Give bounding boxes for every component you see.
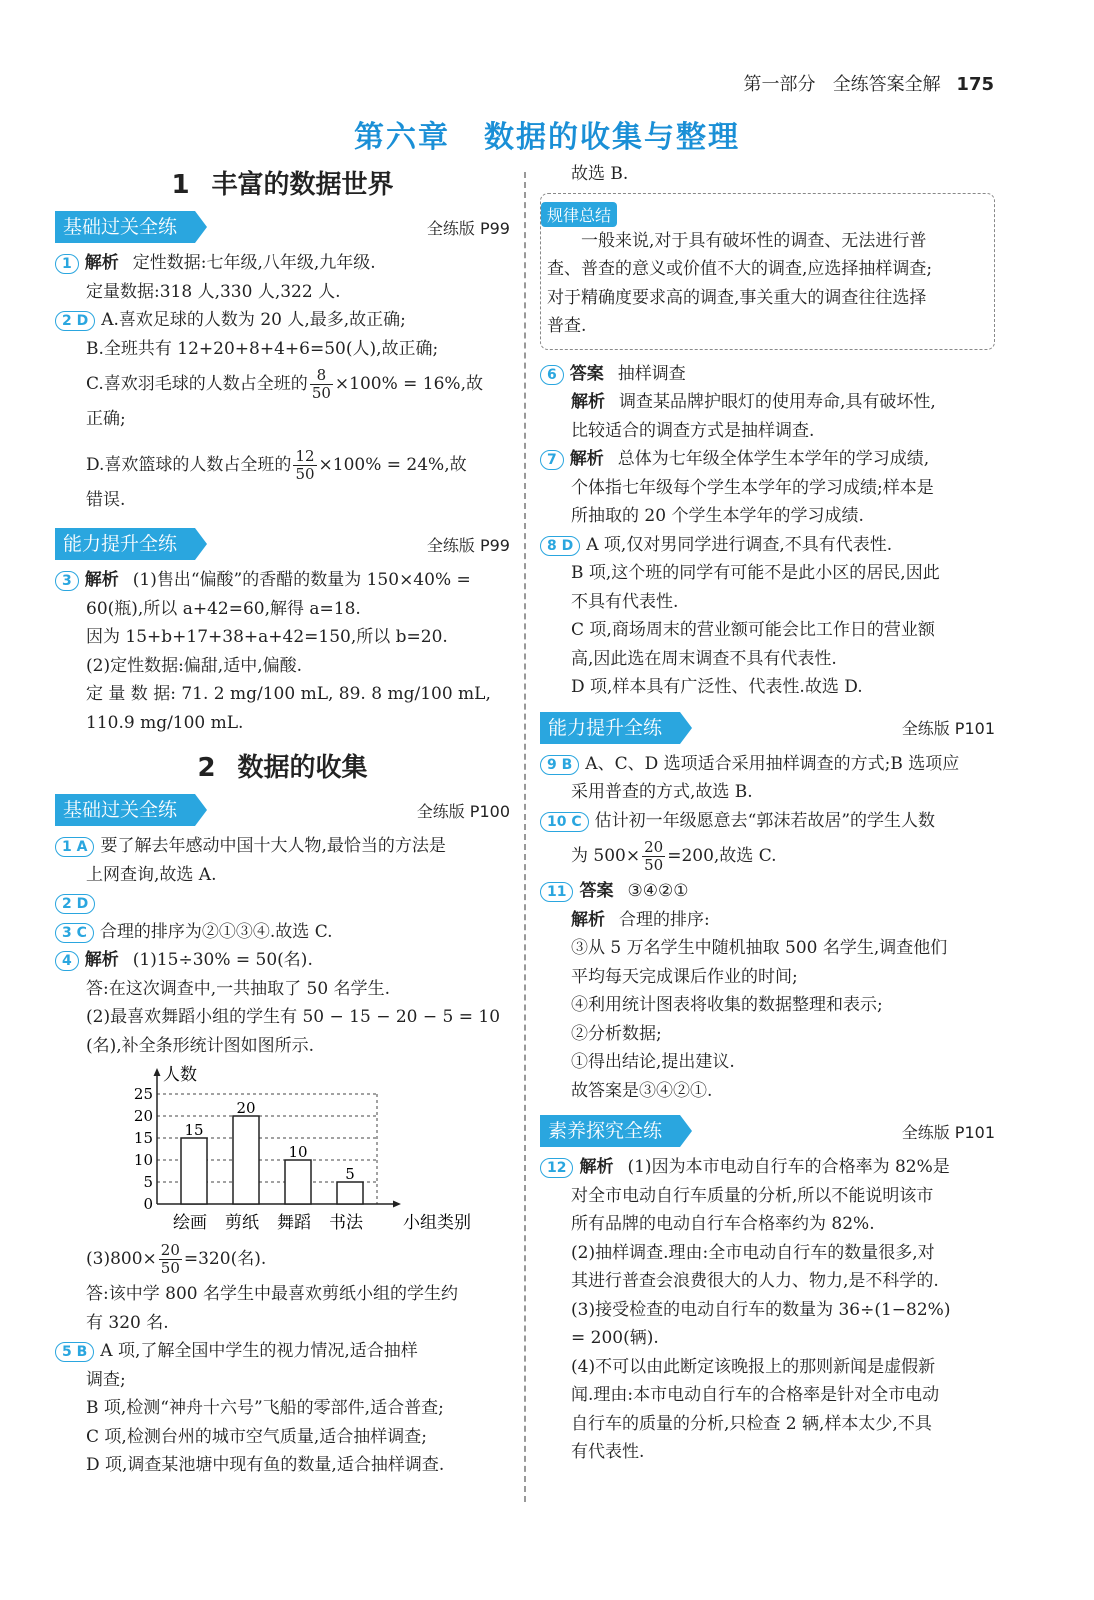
column-divider xyxy=(524,172,526,1502)
question-number: 12 xyxy=(540,1158,573,1178)
bar-value-label: 20 xyxy=(236,1099,256,1117)
question-number: 7 xyxy=(540,450,564,470)
answer-line: 答:在这次调查中,一共抽取了 50 名学生. xyxy=(86,978,390,999)
section-tag: 素养探究全练 xyxy=(540,1115,680,1147)
header-part: 第一部分 xyxy=(743,74,816,95)
keyword: 解析 xyxy=(579,1157,614,1177)
answer-line: 所抽取的 20 个学生本学年的学习成绩. xyxy=(571,506,864,526)
section-bar xyxy=(540,1115,995,1147)
answer-line: (2)定性数据:偏甜,适中,偏酸. xyxy=(86,655,303,676)
y-tick-label: 10 xyxy=(133,1151,153,1169)
text: (3)800× xyxy=(86,1249,157,1269)
answer-line: 调查; xyxy=(86,1369,126,1390)
answer-line: C 项,检测台州的城市空气质量,适合抽样调查; xyxy=(86,1426,427,1447)
answer-line: 要了解去年感动中国十大人物,最恰当的方法是 xyxy=(100,836,446,856)
numerator: 8 xyxy=(310,367,333,385)
answer-line: D 项,样本具有广泛性、代表性.故选 D. xyxy=(571,677,863,697)
section-tag: 基础过关全练 xyxy=(55,211,195,243)
keyword: 解析 xyxy=(84,570,119,590)
answer-line xyxy=(540,388,995,417)
text: 总体为七年级全体学生本学年的学习成绩, xyxy=(617,449,930,469)
text: =320(名). xyxy=(183,1249,267,1269)
section-name: 数据的收集 xyxy=(237,753,368,783)
page-ref: 全练版 P101 xyxy=(901,719,995,738)
numerator: 20 xyxy=(644,838,664,856)
answer-line: (名),补全条形统计图如图所示. xyxy=(86,1035,315,1056)
page-ref: 全练版 P99 xyxy=(426,218,510,238)
answer-line: 定性数据:七年级,八年级,九年级. xyxy=(132,253,376,273)
answer-line: (2)最喜欢舞蹈小组的学生有 50 − 15 − 20 − 5 = 10 xyxy=(86,1007,501,1027)
rule-summary-box xyxy=(540,193,995,350)
question-number: 6 xyxy=(540,365,564,385)
section-number: 2 xyxy=(197,753,216,783)
bar xyxy=(233,1116,259,1204)
section-tag: 基础过关全练 xyxy=(55,794,195,826)
answer-line: 错误. xyxy=(86,489,126,510)
question-11 xyxy=(540,877,995,906)
question-5b xyxy=(55,1337,510,1366)
answer-line: 故选 B. xyxy=(571,164,629,184)
answer-line: = 200(辆). xyxy=(571,1328,659,1348)
answer-line: 闻.理由:本市电动自行车的合格率是针对全市电动 xyxy=(571,1385,940,1405)
question-number: 3 xyxy=(55,571,79,591)
answer-line xyxy=(540,835,995,877)
text: D.喜欢篮球的人数占全班的 xyxy=(86,454,292,475)
y-tick-label: 15 xyxy=(133,1129,153,1147)
bar xyxy=(181,1138,207,1204)
text: C.喜欢羽毛球的人数占全班的 xyxy=(86,374,308,394)
answer-line xyxy=(55,1238,510,1280)
question-12 xyxy=(540,1153,995,1182)
text: 合理的排序: xyxy=(619,909,710,930)
question-2 xyxy=(55,306,510,335)
page-ref: 全练版 P100 xyxy=(416,801,510,821)
keyword: 解析 xyxy=(571,909,605,930)
question-number: 2 D xyxy=(55,311,95,331)
bar-value-label: 5 xyxy=(345,1165,355,1183)
y-tick-label: 20 xyxy=(133,1107,153,1125)
left-column xyxy=(55,160,510,1480)
page-ref: 全练版 P99 xyxy=(426,535,510,555)
answer-line: 个体指七年级每个学生本学年的学习成绩;样本是 xyxy=(571,477,934,498)
numerator: 12 xyxy=(295,446,315,465)
answer-line xyxy=(55,363,510,405)
header-title: 全练答案全解 xyxy=(832,74,941,95)
y-axis-label: 人数 xyxy=(163,1065,197,1085)
answer-text: ③④②① xyxy=(627,881,689,901)
fraction xyxy=(310,367,333,402)
answer-text: 抽样调查 xyxy=(617,363,686,384)
text: A 项,仅对男同学进行调查,不具有代表性. xyxy=(586,534,893,555)
text: 调查某品牌护眼灯的使用寿命,具有破坏性, xyxy=(619,392,936,412)
denominator: 50 xyxy=(644,856,664,874)
bar xyxy=(285,1160,311,1204)
answer-line: C 项,商场周末的营业额可能会比工作日的营业额 xyxy=(571,620,935,640)
keyword: 解析 xyxy=(84,253,119,273)
answer-line: B 项,检测“神舟十六号”飞船的零部件,适合普查; xyxy=(86,1398,444,1418)
page-ref: 全练版 P101 xyxy=(901,1122,995,1142)
y-tick-label: 0 xyxy=(143,1195,153,1213)
question-number: 4 xyxy=(55,951,79,971)
answer-line: 有代表性. xyxy=(571,1442,645,1462)
keyword: 解析 xyxy=(84,950,119,970)
section-name: 丰富的数据世界 xyxy=(211,170,394,200)
right-column xyxy=(540,160,995,1467)
rule-line: 一般来说,对于具有破坏性的调查、无法进行普 xyxy=(581,230,927,251)
text: A、C、D 选项适合采用抽样调查的方式;B 选项应 xyxy=(585,753,960,774)
question-number: 8 D xyxy=(540,536,580,556)
y-axis-arrow xyxy=(154,1068,161,1076)
x-axis-label: 小组类别 xyxy=(403,1213,471,1233)
y-tick-label: 5 xyxy=(143,1173,153,1191)
answer-line: 自行车的质量的分析,只检查 2 辆,样本太少,不具 xyxy=(571,1413,932,1434)
x-tick-label: 剪纸 xyxy=(225,1213,259,1233)
chapter-name: 数据的收集与整理 xyxy=(484,120,740,155)
question-9 xyxy=(540,750,995,779)
question-1b xyxy=(55,832,510,861)
x-tick-label: 舞蹈 xyxy=(277,1213,311,1233)
answer-line: 不具有代表性. xyxy=(571,591,679,612)
text: ×100% = 16%,故 xyxy=(334,374,483,394)
x-tick-label: 绘画 xyxy=(173,1213,207,1233)
answer-line: (2)抽样调查.理由:全市电动自行车的数量很多,对 xyxy=(571,1242,935,1263)
keyword: 解析 xyxy=(571,392,605,412)
section-bar xyxy=(55,211,510,243)
section-title xyxy=(55,747,510,784)
bar-value-label: 15 xyxy=(184,1121,204,1139)
x-tick-label: 书法 xyxy=(329,1213,363,1233)
answer-line: (4)不可以由此断定该晚报上的那则新闻是虚假新 xyxy=(571,1356,936,1377)
section-bar xyxy=(540,712,995,744)
keyword: 答案 xyxy=(579,881,614,901)
answer-line: 定 量 数 据: 71. 2 mg/100 mL, 89. 8 mg/100 mL, xyxy=(86,684,491,704)
answer-line xyxy=(540,906,995,935)
keyword: 解析 xyxy=(569,449,604,469)
section-bar xyxy=(55,794,510,826)
answer-line xyxy=(55,444,510,486)
answer-line: ④利用统计图表将收集的数据整理和表示; xyxy=(571,995,883,1015)
bar-value-label: 10 xyxy=(288,1143,308,1161)
question-number: 5 B xyxy=(55,1342,94,1362)
rule-line: 普查. xyxy=(547,316,587,336)
text: =200,故选 C. xyxy=(667,846,777,866)
bar-chart xyxy=(115,1064,471,1234)
denominator: 50 xyxy=(311,384,331,402)
question-1 xyxy=(55,249,510,278)
answer-line: ①得出结论,提出建议. xyxy=(571,1052,735,1072)
question-number: 1 xyxy=(55,254,79,274)
question-number: 10 C xyxy=(540,812,589,832)
fraction xyxy=(642,839,665,874)
text: 估计初一年级愿意去“郭沫若故居”的学生人数 xyxy=(594,810,936,831)
answer-line: 采用普查的方式,故选 B. xyxy=(571,782,753,802)
question-number: 2 D xyxy=(55,894,95,914)
answer-line: (3)接受检查的电动自行车的数量为 36÷(1−82%) xyxy=(571,1299,951,1320)
y-tick-label: 25 xyxy=(133,1085,153,1103)
answer-line: 因为 15+b+17+38+a+42=150,所以 b=20. xyxy=(86,627,448,647)
answer-line: 所有品牌的电动自行车合格率约为 82%. xyxy=(571,1214,875,1234)
x-axis-arrow xyxy=(393,1201,401,1208)
page-header xyxy=(744,70,994,96)
answer-line: 比较适合的调查方式是抽样调查. xyxy=(571,420,815,441)
fraction xyxy=(159,1242,182,1277)
answer-line: 上网查询,故选 A. xyxy=(86,864,217,885)
answer-line: ③从 5 万名学生中随机抽取 500 名学生,调查他们 xyxy=(571,938,948,958)
answer-line: 高,因此选在周末调查不具有代表性. xyxy=(571,648,837,669)
answer-line: D 项,调查某池塘中现有鱼的数量,适合抽样调查. xyxy=(86,1455,445,1475)
question-number: 1 A xyxy=(55,837,94,857)
question-2b xyxy=(55,889,510,918)
section-bar xyxy=(55,528,510,560)
question-number: 3 C xyxy=(55,923,94,943)
answer-line: 平均每天完成课后作业的时间; xyxy=(571,966,798,987)
answer-line: A.喜欢足球的人数为 20 人,最多,故正确; xyxy=(101,310,406,330)
text: (1)因为本市电动自行车的合格率为 82%是 xyxy=(627,1157,950,1177)
answer-line: (1)15÷30% = 50(名). xyxy=(132,950,313,970)
rule-tag: 规律总结 xyxy=(541,202,617,227)
answer-line: 定量数据:318 人,330 人,322 人. xyxy=(86,281,341,302)
answer-line: 合理的排序为②①③④.故选 C. xyxy=(99,921,333,942)
question-4b xyxy=(55,946,510,975)
text: 为 500× xyxy=(571,846,641,866)
answer-line: 正确; xyxy=(86,409,126,429)
question-3b xyxy=(55,918,510,947)
question-number: 9 B xyxy=(540,755,579,775)
question-6 xyxy=(540,360,995,389)
answer-line: 对全市电动自行车质量的分析,所以不能说明该市 xyxy=(571,1185,934,1206)
question-8 xyxy=(540,531,995,560)
question-10 xyxy=(540,807,995,836)
section-title xyxy=(55,164,510,201)
fraction xyxy=(293,448,316,483)
answer-line: 故答案是③④②①. xyxy=(571,1080,713,1101)
answer-line: 其进行普查会浪费很大的人力、物力,是不科学的. xyxy=(571,1271,939,1291)
answer-line: 110.9 mg/100 mL. xyxy=(86,712,244,733)
answer-line: 答:该中学 800 名学生中最喜欢剪纸小组的学生约 xyxy=(86,1284,458,1304)
chapter-title xyxy=(0,112,1094,156)
page-number: 175 xyxy=(956,74,994,95)
answer-line: 60(瓶),所以 a+42=60,解得 a=18. xyxy=(86,598,361,619)
answer-line: B.全班共有 12+20+8+4+6=50(人),故正确; xyxy=(86,338,439,359)
bar xyxy=(337,1182,363,1204)
answer-line: B 项,这个班的同学有可能不是此小区的居民,因此 xyxy=(571,563,940,583)
keyword: 答案 xyxy=(569,363,604,384)
rule-line: 对于精确度要求高的调查,事关重大的调查往往选择 xyxy=(547,287,927,308)
section-number: 1 xyxy=(171,170,190,200)
section-tag: 能力提升全练 xyxy=(540,712,680,744)
denominator: 50 xyxy=(295,464,315,483)
answer-line: ②分析数据; xyxy=(571,1023,662,1044)
chapter-number: 第六章 xyxy=(354,120,450,155)
section-tag: 能力提升全练 xyxy=(55,528,195,560)
question-number: 11 xyxy=(540,882,573,902)
question-3 xyxy=(55,566,510,595)
numerator: 20 xyxy=(160,1241,180,1259)
denominator: 50 xyxy=(160,1259,180,1277)
answer-line: 有 320 名. xyxy=(86,1312,169,1333)
rule-line: 查、普查的意义或价值不大的调查,应选择抽样调查; xyxy=(547,259,933,279)
question-7 xyxy=(540,445,995,474)
answer-line: A 项,了解全国中学生的视力情况,适合抽样 xyxy=(100,1341,418,1361)
text: ×100% = 24%,故 xyxy=(318,454,467,475)
answer-line: (1)售出“偏酸”的香醋的数量为 150×40% = xyxy=(132,570,471,590)
